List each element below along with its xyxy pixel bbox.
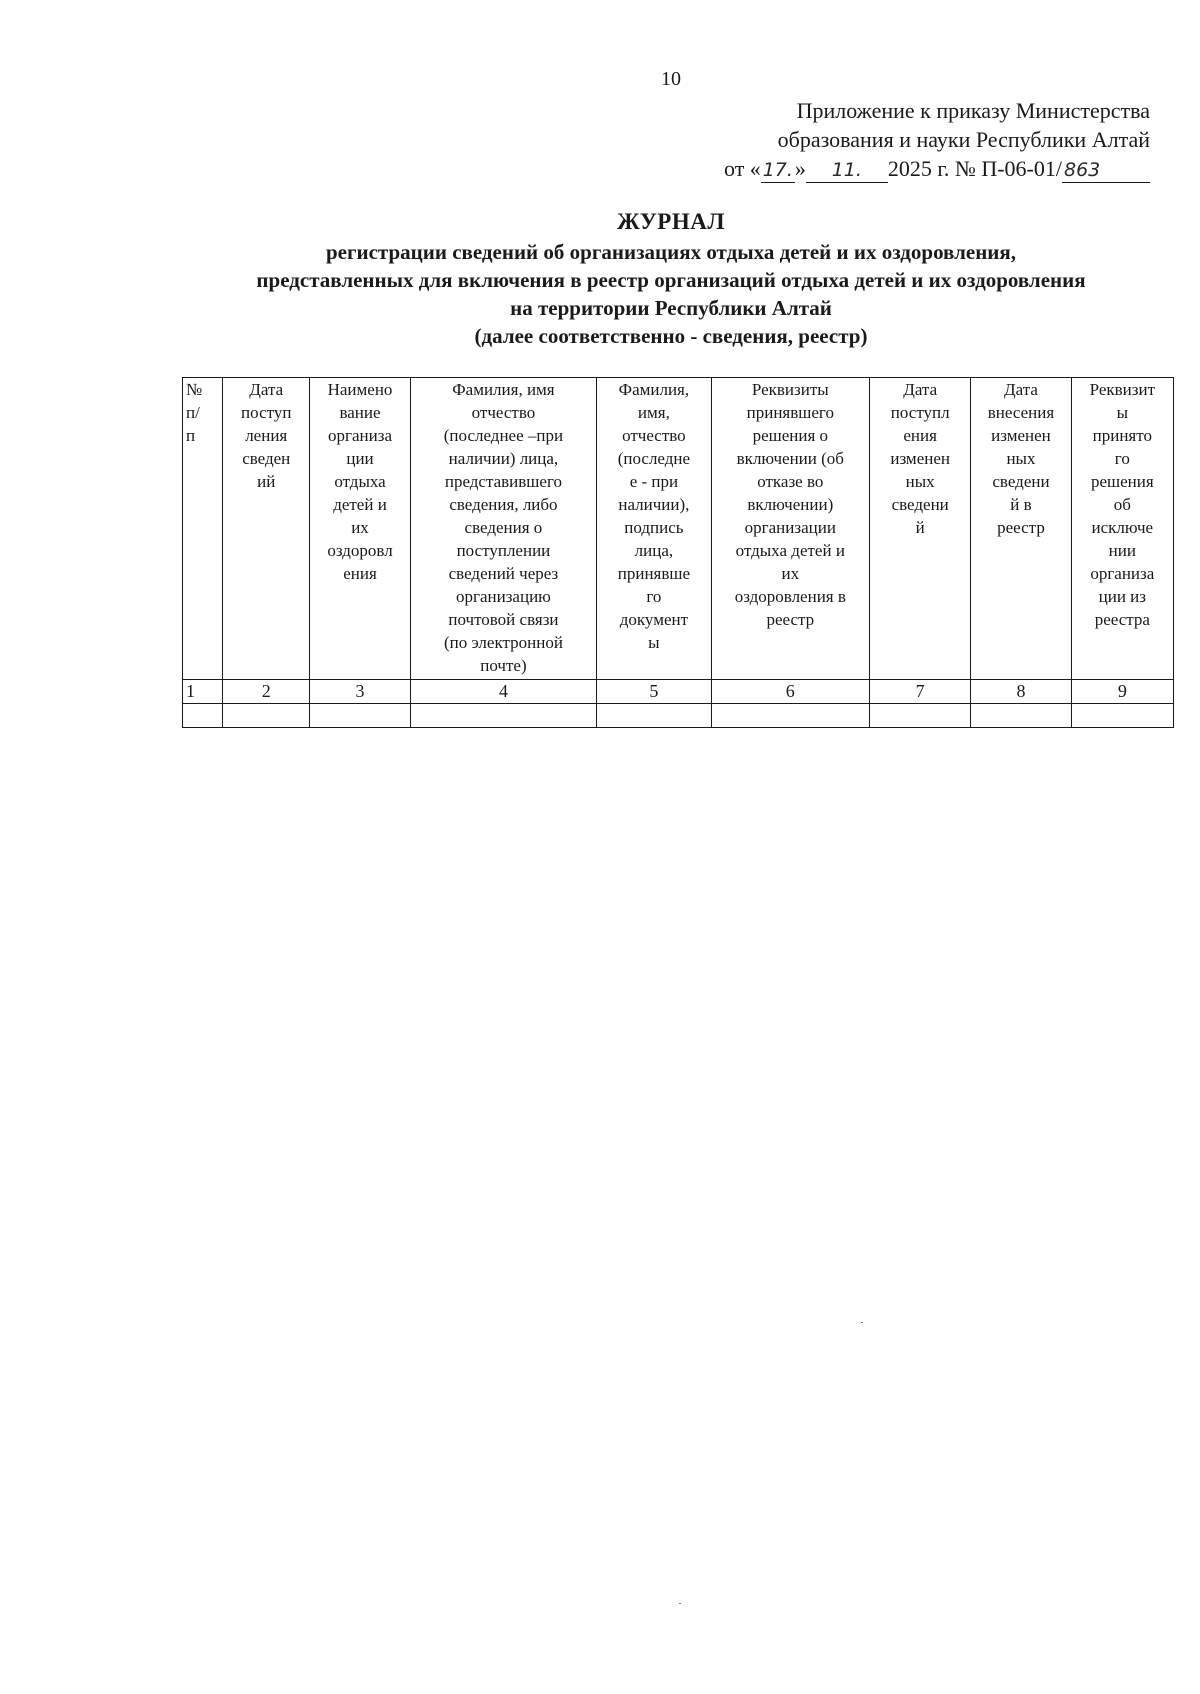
column-number: 1 [183, 680, 223, 704]
header-line: включении) [747, 495, 834, 514]
header-line: изменен [890, 449, 950, 468]
header-cell [1071, 378, 1173, 680]
column-number: 8 [971, 680, 1071, 704]
header-line: отдыха детей и [735, 541, 845, 560]
header-line: представившего [444, 472, 562, 491]
header-line: й [915, 518, 925, 537]
header-line: почте) [480, 656, 527, 675]
header-line: поступлении [456, 541, 551, 560]
header-line: Фамилия, [618, 380, 690, 399]
header-line: сведения о [464, 518, 543, 537]
empty-data-row [183, 704, 1174, 728]
header-line: сведени [992, 472, 1050, 491]
appendix-date-line [724, 154, 1150, 183]
appendix-line-1: Приложение к приказу Министерства [796, 98, 1150, 123]
empty-cell[interactable] [1071, 704, 1173, 728]
header-line: оздоровления в [734, 587, 846, 606]
header-line: изменен [991, 426, 1051, 445]
header-line: их [781, 564, 800, 583]
journal-table [182, 377, 1174, 728]
appendix-header [724, 96, 1150, 183]
header-line: исключе [1091, 518, 1154, 537]
title-line-3: на территории Республики Алтай [510, 296, 832, 320]
empty-cell[interactable] [597, 704, 711, 728]
header-line: решения [1090, 472, 1154, 491]
header-line: Наимено [327, 380, 393, 399]
column-number-row [183, 680, 1174, 704]
header-line: Фамилия, имя [452, 380, 555, 399]
header-line: отчество [622, 426, 686, 445]
document-title [0, 206, 1200, 350]
header-line: ции [346, 449, 374, 468]
header-line: е - при [629, 472, 679, 491]
header-line: Реквизит [1089, 380, 1156, 399]
title-line-1: регистрации сведений об организациях отдыха детей и их оздоровления, [325, 240, 1017, 264]
header-line: ения [903, 426, 937, 445]
header-line: (по электронной [443, 633, 563, 652]
column-number: 3 [310, 680, 410, 704]
handwritten-order-number: 863 [1062, 158, 1150, 183]
header-line: принявшего [746, 403, 834, 422]
header-line: отчество [471, 403, 536, 422]
header-line: их [351, 518, 369, 537]
header-cell [223, 378, 310, 680]
empty-cell[interactable] [971, 704, 1071, 728]
header-line: сведен [242, 449, 291, 468]
header-line: организации [744, 518, 836, 537]
header-line: решения о [752, 426, 829, 445]
header-line: реестра [1094, 610, 1150, 629]
header-line: сведений через [448, 564, 559, 583]
empty-cell[interactable] [410, 704, 597, 728]
header-line: организа [1090, 564, 1155, 583]
date-prefix: от « [723, 156, 761, 181]
header-line: отказе во [757, 472, 824, 491]
header-line: наличии) лица, [448, 449, 559, 468]
header-line: поступ [241, 403, 292, 422]
header-line: ения [343, 564, 377, 583]
column-number: 4 [410, 680, 597, 704]
header-line: наличии), [618, 495, 690, 514]
header-line: имя, [637, 403, 670, 422]
header-cell [310, 378, 410, 680]
column-number: 9 [1071, 680, 1173, 704]
date-quote-close: » [794, 156, 806, 181]
header-cell [870, 378, 971, 680]
header-line: (последне [617, 449, 691, 468]
column-number: 7 [870, 680, 971, 704]
header-cell [971, 378, 1071, 680]
header-line: принято [1092, 426, 1152, 445]
column-number: 6 [711, 680, 869, 704]
header-line: ления [245, 426, 288, 445]
header-line: вание [339, 403, 381, 422]
header-line: об [1113, 495, 1131, 514]
header-cell [410, 378, 597, 680]
header-line: реестр [766, 610, 815, 629]
header-line: й в [1010, 495, 1032, 514]
empty-cell[interactable] [870, 704, 971, 728]
handwritten-day: 17. [762, 159, 793, 181]
header-line: внесения [987, 403, 1055, 422]
header-cell [711, 378, 869, 680]
header-line: поступл [890, 403, 950, 422]
header-line: ы [648, 633, 660, 652]
page-number: 10 [661, 68, 681, 90]
appendix-line-2: образования и науки Республики Алтай [777, 127, 1150, 152]
empty-cell[interactable] [310, 704, 410, 728]
empty-cell[interactable] [183, 704, 223, 728]
header-line: ных [1006, 449, 1036, 468]
header-line: го [1114, 449, 1130, 468]
column-number: 2 [223, 680, 310, 704]
header-line: ных [905, 472, 935, 491]
handwritten-month: 11. [806, 158, 888, 183]
header-line: отдыха [334, 472, 386, 491]
header-line: включении (об [736, 449, 844, 468]
header-line: ы [1116, 403, 1129, 422]
header-line: № [186, 380, 203, 399]
title-line-4: (далее соответственно - сведения, реестр) [474, 324, 868, 348]
header-line: детей и [333, 495, 387, 514]
header-line: ий [257, 472, 276, 491]
empty-cell[interactable] [711, 704, 869, 728]
header-cell [597, 378, 711, 680]
header-line: нии [1108, 541, 1136, 560]
date-year-and-number: 2025 г. № П-06-01/ [887, 156, 1062, 181]
header-line: принявше [617, 564, 691, 583]
empty-cell[interactable] [223, 704, 310, 728]
header-cell [183, 378, 223, 680]
title-main: ЖУРНАЛ [617, 209, 725, 234]
header-line: го [646, 587, 662, 606]
header-line: Дата [903, 380, 938, 399]
header-line: реестр [997, 518, 1045, 537]
table-header-row [183, 378, 1174, 680]
column-number: 5 [597, 680, 711, 704]
header-line: документ [619, 610, 689, 629]
title-line-2: представленных для включения в реестр организаций отдыха детей и их оздоровления [256, 268, 1086, 292]
header-line: п/ [186, 403, 200, 422]
header-line: подпись [624, 518, 684, 537]
header-line: п [186, 426, 196, 445]
scan-speck [679, 1603, 681, 1604]
scan-speck [861, 1322, 863, 1323]
header-line: организацию [456, 587, 551, 606]
header-line: организа [328, 426, 392, 445]
header-line: сведени [891, 495, 949, 514]
header-line: сведения, либо [449, 495, 558, 514]
header-line: оздоровл [327, 541, 393, 560]
header-line: Дата [1004, 380, 1038, 399]
header-line: Дата [249, 380, 284, 399]
header-line: Реквизиты [751, 380, 829, 399]
header-line: почтовой связи [448, 610, 559, 629]
header-line: лица, [634, 541, 674, 560]
header-line: (последнее –при [443, 426, 564, 445]
header-line: ции из [1098, 587, 1146, 606]
